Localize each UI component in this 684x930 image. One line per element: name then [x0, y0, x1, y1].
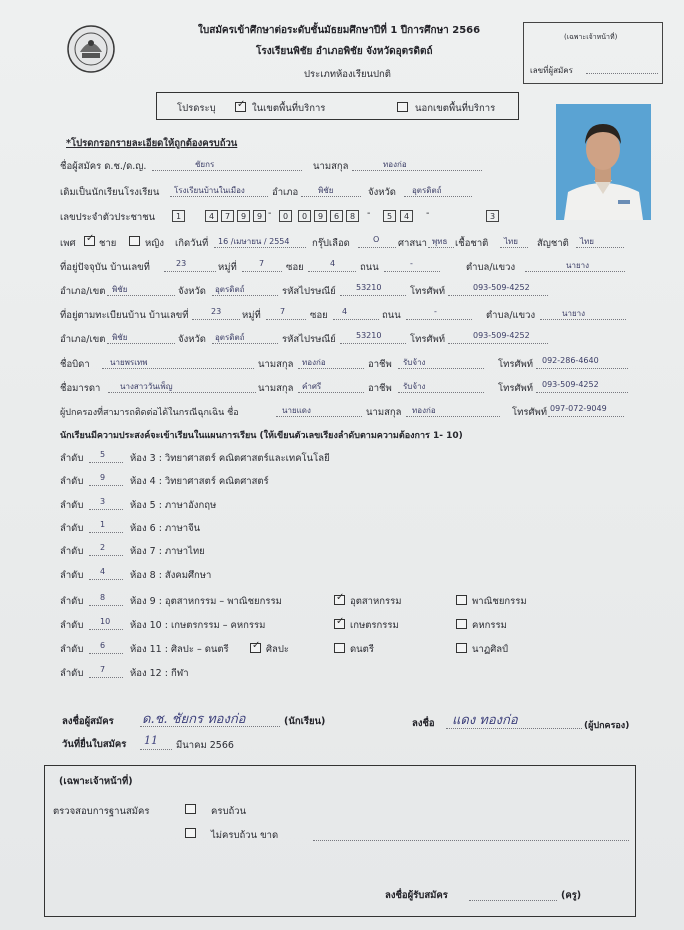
addr-reg-soi-label: ซอย	[310, 310, 328, 321]
out-zone-checkbox[interactable]	[397, 102, 408, 112]
rank-label: ลำดับ	[60, 476, 84, 487]
mother-phone-label: โทรศัพท์	[498, 383, 534, 394]
rank-field[interactable]	[89, 509, 123, 510]
addr-current-soi-label: ซอย	[286, 262, 304, 273]
parent-role: (ผู้ปกครอง)	[584, 721, 630, 731]
addr-reg-zip-label: รหัสไปรษณีย์	[282, 334, 336, 345]
room-suboption-checkbox[interactable]	[456, 643, 467, 653]
religion-label: ศาสนา	[398, 238, 427, 249]
addr-current-phone-label: โทรศัพท์	[410, 286, 446, 297]
addr-reg-zip-field[interactable]	[340, 343, 406, 344]
doc-check-label: ตรวจสอบการฐานสมัคร	[53, 806, 150, 817]
race-label: เชื้อชาติ	[455, 238, 489, 249]
addr-current-district: พิชัย	[112, 285, 128, 294]
mother-label: ชื่อมารดา	[60, 383, 101, 394]
in-zone-checkbox[interactable]	[235, 102, 246, 112]
addr-reg-district-label: อำเภอ/เขต	[60, 334, 106, 345]
room-suboption-label: อุตสาหกรรม	[350, 596, 402, 607]
room-suboption-checkbox[interactable]	[250, 643, 261, 653]
room-suboption-checkbox[interactable]	[334, 595, 345, 605]
rank-label: ลำดับ	[60, 546, 84, 557]
parent-sign-label: ลงชื่อ	[412, 718, 435, 729]
form-title: ใบสมัครเข้าศึกษาต่อระดับชั้นมัธยมศึกษาปีที่ 1 ปีการศึกษา 2566	[198, 25, 481, 36]
name-value: ชัยกร	[195, 160, 215, 169]
addr-reg-zip: 53210	[356, 331, 382, 340]
submit-date-rest: มีนาคม 2566	[176, 740, 234, 751]
room-option-text: ห้อง 12 : กีฬา	[130, 668, 189, 679]
rank-value: 10	[100, 617, 111, 626]
student-photo	[556, 104, 651, 220]
addr-current-house-field[interactable]	[164, 271, 216, 272]
mother-job: รับจ้าง	[403, 382, 426, 391]
room-suboption-label: ศิลปะ	[266, 644, 289, 655]
student-signature: ด.ช. ชัยกร ทองก่อ	[142, 712, 246, 727]
surname-label: นามสกุล	[313, 161, 349, 172]
nation-value: ไทย	[580, 237, 594, 246]
school-seal-logo	[66, 24, 116, 74]
id-separator-dash: -	[426, 208, 430, 219]
addr-current-subdistrict: นายาง	[566, 261, 590, 270]
out-zone-label: นอกเขตพื้นที่บริการ	[415, 103, 496, 114]
birth-label: เกิดวันที่	[175, 238, 209, 249]
addr-current-district-label: อำเภอ/เขต	[60, 286, 106, 297]
rank-value: 9	[100, 473, 106, 482]
room-suboption-label: พาณิชยกรรม	[472, 596, 527, 607]
rank-field[interactable]	[89, 555, 123, 556]
addr-current-moo: 7	[259, 259, 265, 268]
id-digit-box[interactable]: 4	[400, 210, 413, 222]
father-job-label: อาชีพ	[368, 359, 392, 370]
incomplete-label: ไม่ครบถ้วน ขาด	[211, 830, 279, 841]
room-option-text: ห้อง 10 : เกษตรกรรม – คหกรรม	[130, 620, 266, 631]
female-label: หญิง	[145, 238, 164, 249]
addr-reg-phone-label: โทรศัพท์	[410, 334, 446, 345]
race-value: ไทย	[504, 237, 518, 246]
id-label: เลขประจำตัวประชาชน	[60, 212, 156, 223]
id-digit-box[interactable]: 6	[330, 210, 343, 222]
officer-box-title: (เฉพาะเจ้าหน้าที่)	[564, 33, 618, 41]
rank-label: ลำดับ	[60, 570, 84, 581]
nation-label: สัญชาติ	[537, 238, 569, 249]
addr-reg-road-label: ถนน	[382, 310, 401, 321]
addr-current-road-field[interactable]	[384, 271, 440, 272]
old-district-label: อำเภอ	[272, 187, 299, 198]
addr-current-road: -	[410, 259, 413, 268]
room-option-text: ห้อง 3 : วิทยาศาสตร์ คณิตศาสตร์และเทคโนโลยี	[130, 453, 330, 464]
complete-label: ครบถ้วน	[211, 806, 247, 817]
room-option-text: ห้อง 6 : ภาษาจีน	[130, 523, 201, 534]
mother-surname: คำศรี	[302, 382, 322, 391]
rank-field[interactable]	[89, 605, 123, 606]
student-sign-label: ลงชื่อผู้สมัคร	[62, 716, 114, 727]
name-label: ชื่อผู้สมัคร ด.ช./ด.ญ.	[60, 161, 147, 172]
birth-value: 16 /เมษายน / 2554	[218, 237, 290, 246]
addr-reg-soi-field[interactable]	[333, 319, 379, 320]
rank-value: 2	[100, 543, 106, 552]
class-type: ประเภทห้องเรียนปกติ	[304, 69, 391, 80]
submit-date-label: วันที่ยื่นใบสมัคร	[62, 739, 127, 750]
blood-field[interactable]	[358, 247, 396, 248]
room-suboption-checkbox[interactable]	[456, 595, 467, 605]
missing-items-field[interactable]	[313, 840, 629, 841]
addr-reg-subdistrict: นายาง	[562, 309, 586, 318]
addr-reg-district: พิชัย	[112, 333, 128, 342]
rooms-heading: นักเรียนมีความประสงค์จะเข้าเรียนในแผนการเรียน (ให้เขียนตัวเลขเรียงลำดับตามความต้องการ 1- 10)	[60, 431, 463, 441]
id-digit-box[interactable]: 9	[253, 210, 266, 222]
id-digit-box[interactable]: 0	[279, 210, 292, 222]
male-checkbox[interactable]	[84, 236, 95, 246]
rank-field[interactable]	[89, 629, 123, 630]
addr-reg-label: ที่อยู่ตามทะเบียนบ้าน บ้านเลขที่	[60, 310, 189, 321]
guardian-phone: 097-072-9049	[550, 404, 607, 413]
room-suboption-label: คหกรรม	[472, 620, 507, 631]
old-school-label: เดิมเป็นนักเรียนโรงเรียน	[60, 187, 160, 198]
id-separator-dash: -	[268, 208, 272, 219]
rank-label: ลำดับ	[60, 668, 84, 679]
addr-current-province-label: จังหวัด	[178, 286, 206, 297]
rank-value: 6	[100, 641, 106, 650]
father-phone: 092-286-4640	[542, 356, 599, 365]
addr-reg-phone: 093-509-4252	[473, 331, 530, 340]
rank-field[interactable]	[89, 532, 123, 533]
religion-value: พุทธ	[432, 237, 448, 246]
rank-field[interactable]	[89, 579, 123, 580]
guardian-phone-field[interactable]	[548, 416, 624, 417]
id-digit-box[interactable]: 8	[346, 210, 359, 222]
rank-field[interactable]	[89, 462, 123, 463]
addr-current-moo-label: หมู่ที่	[218, 262, 237, 273]
rank-value: 5	[100, 450, 106, 459]
rank-label: ลำดับ	[60, 453, 84, 464]
incomplete-checkbox[interactable]	[185, 828, 196, 838]
father-surname-label: นามสกุล	[258, 359, 294, 370]
guardian-surname-label: นามสกุล	[366, 407, 402, 418]
addr-current-soi: 4	[330, 259, 336, 268]
addr-current-phone-field[interactable]	[448, 295, 548, 296]
applicant-no-field[interactable]	[586, 73, 658, 74]
id-digit-box[interactable]: 5	[383, 210, 396, 222]
guardian-name: นายแดง	[282, 406, 311, 415]
addr-reg-province-label: จังหวัด	[178, 334, 206, 345]
old-province-label: จังหวัด	[368, 187, 396, 198]
addr-current-zip: 53210	[356, 283, 382, 292]
id-digit-box[interactable]: 0	[298, 210, 311, 222]
room-option-text: ห้อง 4 : วิทยาศาสตร์ คณิตศาสตร์	[130, 476, 269, 487]
id-digit-box[interactable]: 9	[237, 210, 250, 222]
receiver-sign-label: ลงชื่อผู้รับสมัคร	[385, 890, 448, 901]
addr-reg-subdistrict-label: ตำบล/แขวง	[486, 310, 536, 321]
room-option-text: ห้อง 5 : ภาษาอังกฤษ	[130, 500, 217, 511]
addr-current-house: 23	[176, 259, 187, 268]
female-checkbox[interactable]	[129, 236, 140, 246]
officer-box	[523, 22, 663, 84]
addr-current-road-label: ถนน	[360, 262, 379, 273]
addr-current-moo-field[interactable]	[242, 271, 282, 272]
submit-date-day: 11	[144, 734, 158, 747]
id-digit-box[interactable]: 4	[205, 210, 218, 222]
addr-current-zip-label: รหัสไปรษณีย์	[282, 286, 336, 297]
rank-value: 4	[100, 567, 106, 576]
id-digit-box[interactable]: 1	[172, 210, 185, 222]
old-school-value: โรงเรียนบ้านในเมือง	[174, 186, 245, 195]
guardian-surname: ทองก่อ	[412, 406, 436, 415]
rank-value: 1	[100, 520, 106, 529]
blood-value: O	[373, 235, 380, 244]
guardian-phone-label: โทรศัพท์	[512, 407, 548, 418]
id-digit-box[interactable]: 9	[314, 210, 327, 222]
room-suboption-checkbox[interactable]	[334, 619, 345, 629]
rank-label: ลำดับ	[60, 620, 84, 631]
old-district-value: พิชัย	[318, 186, 334, 195]
applicant-no-label: เลขที่ผู้สมัคร	[530, 66, 573, 75]
room-option-text: ห้อง 8 : สังคมศึกษา	[130, 570, 212, 581]
addr-reg-road-field[interactable]	[406, 319, 472, 320]
mother-surname-label: นามสกุล	[258, 383, 294, 394]
mother-name: นางสาววันเพ็ญ	[120, 382, 173, 391]
mother-phone: 093-509-4252	[542, 380, 599, 389]
guardian-label: ผู้ปกครองที่สามารถติดต่อได้ในกรณีฉุกเฉิน ชื่อ	[60, 408, 239, 418]
id-separator-dash: -	[367, 208, 371, 219]
surname-field[interactable]	[352, 170, 482, 171]
rank-label: ลำดับ	[60, 500, 84, 511]
rank-value: 8	[100, 593, 106, 602]
receiver-sign-field[interactable]	[469, 900, 557, 901]
service-area-box	[156, 92, 519, 120]
room-suboption-label: เกษตรกรรม	[350, 620, 399, 631]
father-surname: ทองก่อ	[302, 358, 326, 367]
father-label: ชื่อบิดา	[60, 359, 90, 370]
mother-job-label: อาชีพ	[368, 383, 392, 394]
officer-footer-title: (เฉพาะเจ้าหน้าที่)	[59, 776, 133, 787]
male-label: ชาย	[99, 238, 117, 249]
in-zone-label: ในเขตพื้นที่บริการ	[252, 103, 326, 114]
room-option-text: ห้อง 7 : ภาษาไทย	[130, 546, 205, 557]
father-phone-field[interactable]	[536, 368, 628, 369]
father-phone-label: โทรศัพท์	[498, 359, 534, 370]
rank-field[interactable]	[89, 653, 123, 654]
instruction-text: *โปรดกรอกรายละเอียดให้ถูกต้องครบถ้วน	[66, 138, 238, 149]
room-suboption-checkbox[interactable]	[334, 643, 345, 653]
student-role: (นักเรียน)	[284, 716, 326, 727]
addr-reg-moo-label: หมู่ที่	[242, 310, 261, 321]
addr-reg-moo: 7	[280, 307, 286, 316]
id-digit-box[interactable]: 3	[486, 210, 499, 222]
rank-field[interactable]	[89, 485, 123, 486]
rank-label: ลำดับ	[60, 596, 84, 607]
rank-value: 3	[100, 497, 106, 506]
room-suboption-checkbox[interactable]	[456, 619, 467, 629]
room-suboption-label: ดนตรี	[350, 644, 374, 655]
receiver-role: (ครู)	[561, 890, 582, 901]
id-digit-box[interactable]: 7	[221, 210, 234, 222]
addr-current-soi-field[interactable]	[308, 271, 356, 272]
school-name: โรงเรียนพิชัย อำเภอพิชัย จังหวัดอุตรดิตถ์	[256, 46, 433, 57]
sex-label: เพศ	[60, 238, 76, 249]
name-field[interactable]	[152, 170, 302, 171]
rank-field[interactable]	[89, 677, 123, 678]
addr-reg-road: -	[434, 307, 437, 316]
addr-reg-house-field[interactable]	[192, 319, 240, 320]
complete-checkbox[interactable]	[185, 804, 196, 814]
submit-date-day-field[interactable]	[140, 749, 172, 750]
addr-reg-house: 23	[211, 307, 222, 316]
addr-reg-phone-field[interactable]	[448, 343, 548, 344]
addr-current-phone: 093-509-4252	[473, 283, 530, 292]
mother-phone-field[interactable]	[536, 392, 628, 393]
room-option-text: ห้อง 11 : ศิลปะ – ดนตรี	[130, 644, 229, 655]
area-label: โปรดระบุ	[177, 103, 216, 114]
addr-current-label: ที่อยู่ปัจจุบัน บ้านเลขที่	[60, 262, 150, 273]
addr-current-zip-field[interactable]	[340, 295, 406, 296]
blood-label: กรุ๊ปเลือด	[312, 238, 350, 249]
room-suboption-label: นาฏศิลป์	[472, 644, 509, 655]
addr-current-province: อุตรดิตถ์	[215, 285, 245, 294]
rank-value: 7	[100, 665, 106, 674]
rank-label: ลำดับ	[60, 644, 84, 655]
room-option-text: ห้อง 9 : อุตสาหกรรม – พาณิชยกรรม	[130, 596, 282, 607]
surname-value: ทองก่อ	[383, 160, 407, 169]
rank-label: ลำดับ	[60, 523, 84, 534]
father-job: รับจ้าง	[403, 358, 426, 367]
addr-reg-province: อุตรดิตถ์	[215, 333, 245, 342]
old-province-value: อุตรดิตถ์	[412, 186, 442, 195]
father-name: นายพรเทพ	[110, 358, 148, 367]
addr-reg-soi: 4	[342, 307, 348, 316]
parent-signature: แดง ทองก่อ	[452, 713, 518, 728]
officer-footer-box	[44, 765, 636, 917]
addr-current-subdistrict-label: ตำบล/แขวง	[466, 262, 516, 273]
addr-reg-moo-field[interactable]	[266, 319, 306, 320]
